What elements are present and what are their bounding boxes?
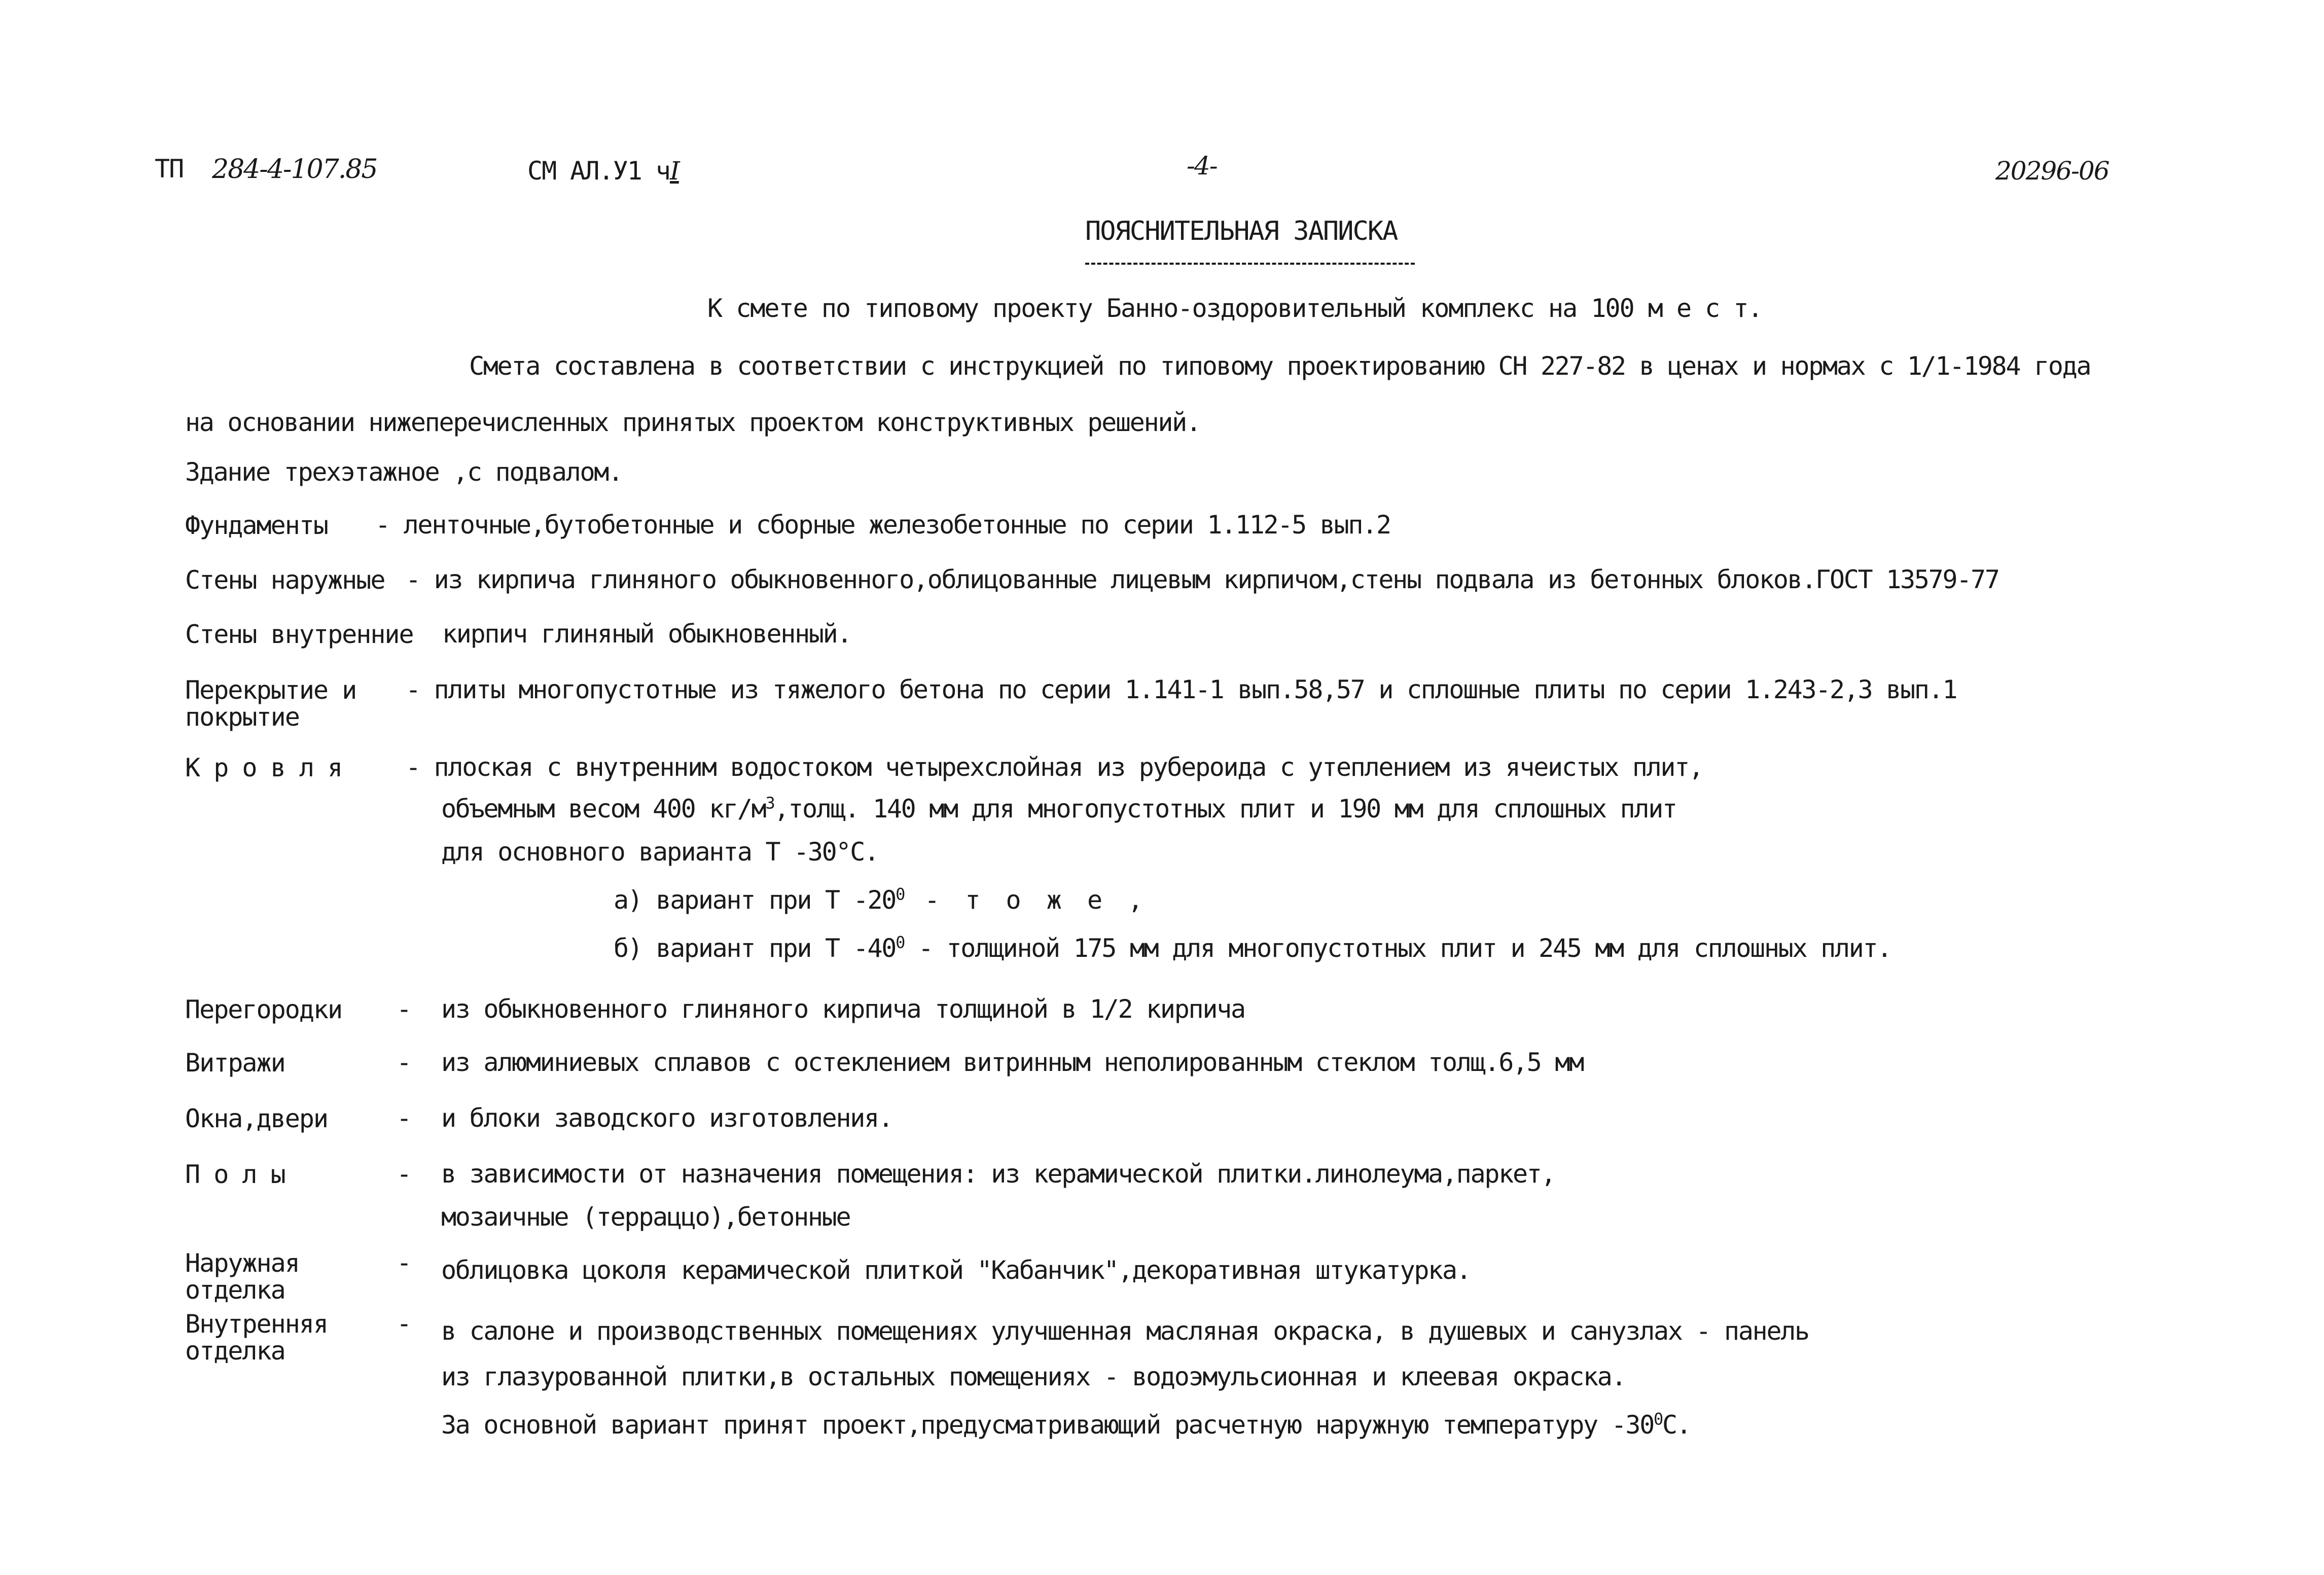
roof-variant-b: б) вариант при Т $-40^0$ - толщиной 175 мм для многопустотных плит и 245 мм для сплошных плит. [614,933,1891,963]
windows-doors-text: и блоки заводского изготовления. [441,1103,892,1133]
partitions-text: из обыкновенного глиняного кирпича толщиной в 1/2 кирпича [441,994,1245,1024]
stained-glass-text: из алюминиевых сплавов с остеклением витринным неполированным стеклом толщ.6,5 мм [441,1048,1584,1077]
doc-number: 20296-06 [1995,156,2109,186]
outer-finish-label-2: отделка [185,1275,285,1305]
outer-finish-text: облицовка цоколя керамической плиткой "Кабанчик",декоративная штукатурка. [441,1256,1471,1285]
floors-line-1: в зависимости от назначения помещения: из керамической плитки.линолеума,паркет, [441,1159,1555,1189]
partitions-dash: - [397,994,412,1024]
inner-finish-label-1: Внутренняя [185,1309,328,1339]
roof-line-2: объемным весом 400 $кг/м^3,толщ$. 140 мм для многопустотных плит и 190 мм для сплошных плит [441,793,1676,824]
roof-line-1: - плоская с внутренним водостоком четырехслойная из рубероида с утеплением из ячеистых плит, [406,753,1703,782]
outer-finish-dash: - [397,1248,412,1277]
floors-label: П о л ы [185,1160,285,1189]
roof-line-3: для основного варианта Т -30°С. [441,837,878,867]
title-underline [1085,263,1415,265]
floors-roof-label-2: покрытие [185,702,299,732]
estimate-code: СМ АЛ.У1 чI [527,156,679,186]
inner-finish-line-3: За основной вариант принят проект,предусматривающий расчетную наружную температуру $-30^0С$. [441,1409,1691,1440]
floors-roof-label-1: Перекрытие и [185,675,356,705]
inner-finish-label-2: отделка [185,1336,285,1366]
foundations-text: - ленточные,бутобетонные и сборные железобетонные по серии 1.112-5 вып.2 [375,510,1390,540]
project-number: 284-4-107.85 [212,154,377,185]
page-title: ПОЯСНИТЕЛЬНАЯ ЗАПИСКА [1085,216,1398,246]
inner-walls-label: Стены внутренние [185,620,413,649]
project-code: ТП [155,154,184,184]
stained-glass-label: Витражи [185,1048,285,1078]
building-description: Здание трехэтажное ,с подвалом. [185,457,622,487]
outer-walls-label: Стены наружные [185,565,385,595]
intro-line-1: Смета составлена в соответствии с инструкцией по типовому проектированию СН 227-82 в ценах и нормах с 1/1-1984 года [469,351,2091,381]
floors-dash: - [397,1159,412,1189]
inner-finish-line-1: в салоне и производственных помещениях улучшенная масляная окраска, в душевых и санузлах - панель [441,1316,1809,1346]
foundations-label: Фундаменты [185,511,328,540]
page-number: -4- [1187,151,1217,181]
windows-doors-label: Окна,двери [185,1104,328,1133]
inner-finish-dash: - [397,1309,412,1338]
windows-doors-dash: - [397,1103,412,1133]
inner-finish-line-2: из глазурованной плитки,в остальных помещениях - водоэмульсионная и клеевая окраска. [441,1362,1626,1391]
intro-line-2: на основании нижеперечисленных принятых проектом конструктивных решений. [185,408,1200,437]
outer-walls-text: - из кирпича глиняного обыкновенного,облицованные лицевым кирпичом,стены подвала из бетонных блоков.ГОСТ 13579-77 [406,565,1999,594]
floors-roof-text: - плиты многопустотные из тяжелого бетона по серии 1.141-1 вып.58,57 и сплошные плиты по серии 1.243-2,3 вып.1 [406,675,1957,704]
inner-walls-text: кирпич глиняный обыкновенный. [442,619,851,649]
partitions-label: Перегородки [185,995,342,1024]
roof-label: К р о в л я [185,753,342,782]
floors-line-2: мозаичные (терраццо),бетонные [441,1202,850,1232]
estimate-part: I [670,156,679,186]
roof-variant-a: а) вариант при Т $-20^0$ - т о ж е , [614,884,1149,915]
stained-glass-dash: - [397,1048,412,1077]
subtitle: К смете по типовому проекту Банно-оздоровительный комплекс на 100 м е с т. [707,294,1762,323]
outer-finish-label-1: Наружная [185,1248,299,1278]
